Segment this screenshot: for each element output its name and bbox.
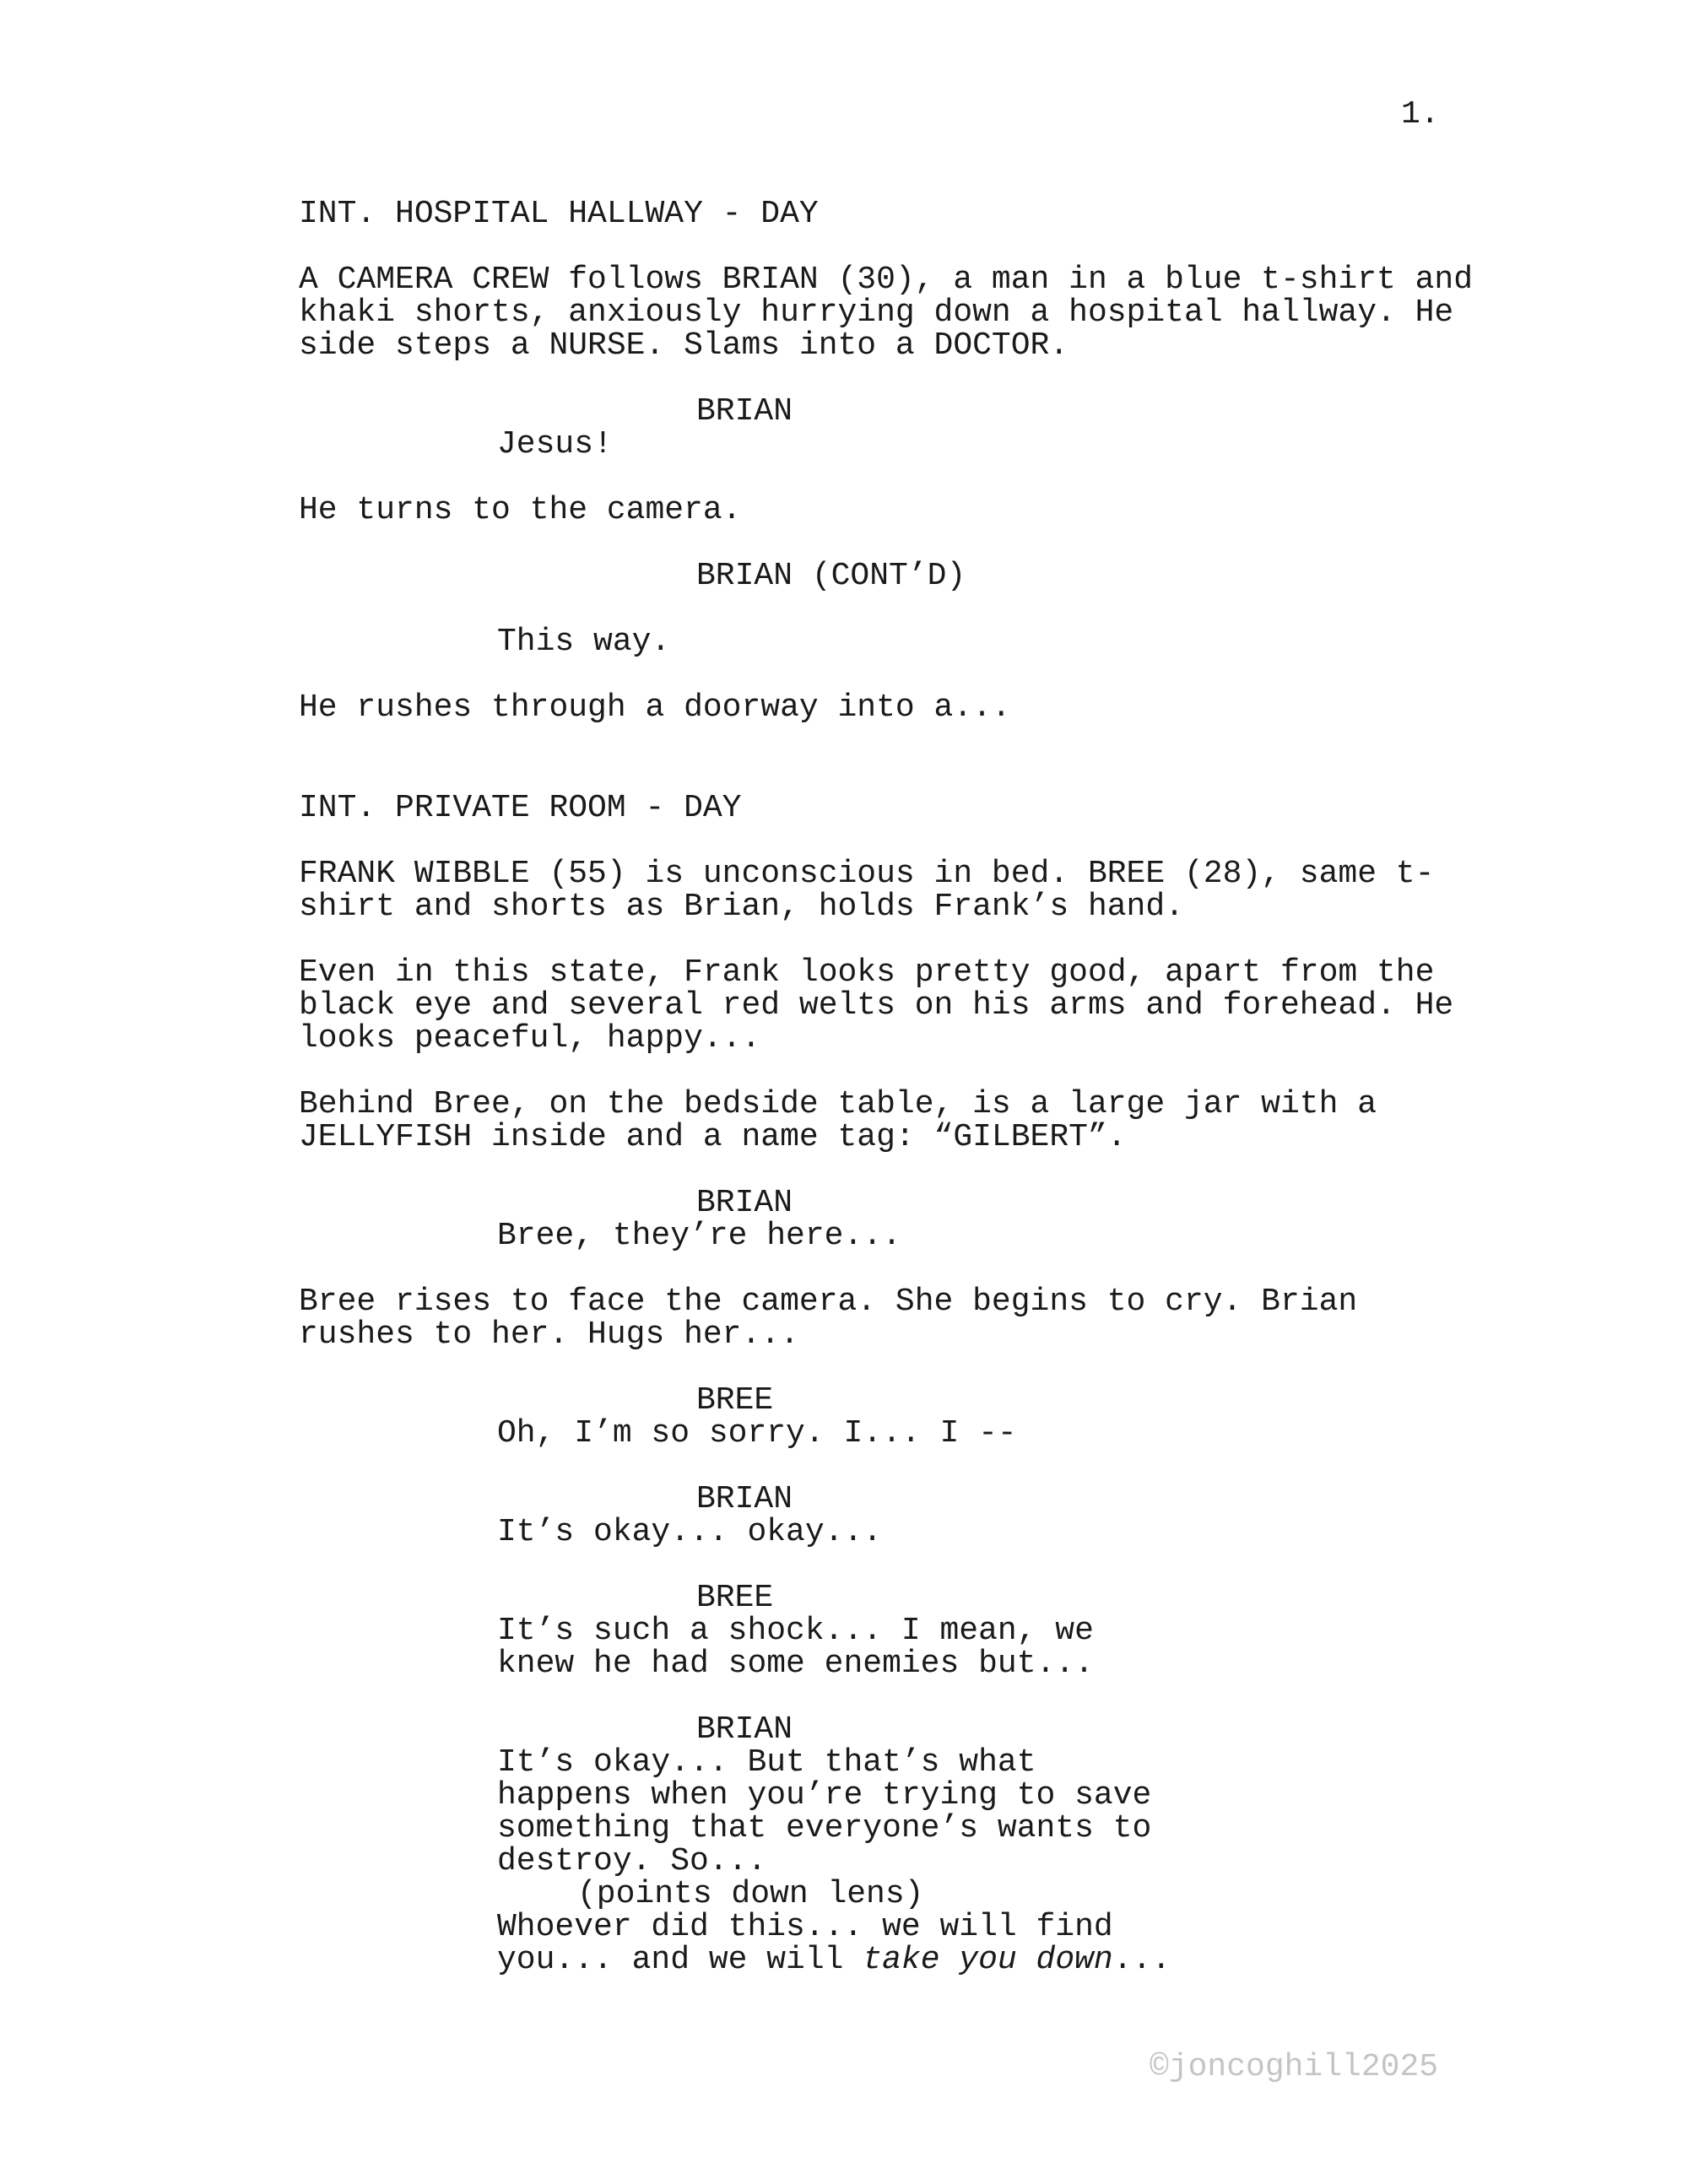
dialogue-emphasis: take you down: [863, 1942, 1113, 1978]
action-line: He turns to the camera.: [299, 492, 742, 528]
dialogue-line: knew he had some enemies but...: [497, 1646, 1094, 1682]
action-line: black eye and several red welts on his arms and forehead. He: [299, 987, 1454, 1024]
page-number: 1.: [1401, 96, 1440, 132]
parenthetical: (points down lens): [577, 1876, 924, 1912]
character-cue: BRIAN: [696, 1185, 793, 1221]
dialogue-line: happens when you’re trying to save: [497, 1777, 1152, 1814]
action-line: JELLYFISH inside and a name tag: “GILBERT”.: [299, 1119, 1127, 1155]
action-line: rushes to her. Hugs her...: [299, 1316, 799, 1353]
dialogue-line: something that everyone’s wants to: [497, 1810, 1152, 1846]
action-line: Even in this state, Frank looks pretty good, apart from the: [299, 954, 1435, 991]
dialogue-line: It’s okay... okay...: [497, 1514, 883, 1550]
scene-heading-private-room: INT. PRIVATE ROOM - DAY: [299, 790, 742, 826]
dialogue-line: Jesus!: [497, 426, 613, 462]
dialogue-line: This way.: [497, 624, 671, 660]
character-cue: BRIAN: [696, 1711, 793, 1748]
dialogue-line: Bree, they’re here...: [497, 1218, 901, 1254]
dialogue-line-final: [497, 1943, 1171, 1976]
scene-heading-hallway: INT. HOSPITAL HALLWAY - DAY: [299, 196, 819, 232]
dialogue-line: It’s such a shock... I mean, we: [497, 1613, 1094, 1649]
dialogue-line: It’s okay... But that’s what: [497, 1744, 1036, 1781]
dialogue-segment-tail: ...: [1112, 1942, 1171, 1978]
action-line: looks peaceful, happy...: [299, 1020, 761, 1057]
character-cue: BRIAN: [696, 1481, 793, 1517]
dialogue-line: Oh, I’m so sorry. I... I --: [497, 1415, 1017, 1451]
action-line: A CAMERA CREW follows BRIAN (30), a man in a blue t-shirt and: [299, 262, 1474, 298]
dialogue-segment: you... and we will: [497, 1942, 863, 1978]
copyright-watermark: ©joncoghill2025: [1150, 2049, 1439, 2085]
character-cue: BRIAN: [696, 393, 793, 430]
character-cue: BREE: [696, 1382, 774, 1419]
character-cue: BREE: [696, 1580, 774, 1616]
action-line: Behind Bree, on the bedside table, is a large jar with a: [299, 1086, 1377, 1122]
action-line: side steps a NURSE. Slams into a DOCTOR.: [299, 327, 1069, 364]
action-line: He rushes through a doorway into a...: [299, 689, 1011, 726]
dialogue-line: destroy. So...: [497, 1843, 767, 1879]
action-line: khaki shorts, anxiously hurrying down a hospital hallway. He: [299, 295, 1454, 331]
action-line: Bree rises to face the camera. She begins to cry. Brian: [299, 1284, 1358, 1320]
action-line: FRANK WIBBLE (55) is unconscious in bed. BREE (28), same t-: [299, 856, 1435, 892]
character-cue: BRIAN (CONT’D): [696, 558, 966, 594]
action-line: shirt and shorts as Brian, holds Frank’s hand.: [299, 889, 1184, 925]
dialogue-line: Whoever did this... we will find: [497, 1909, 1113, 1945]
